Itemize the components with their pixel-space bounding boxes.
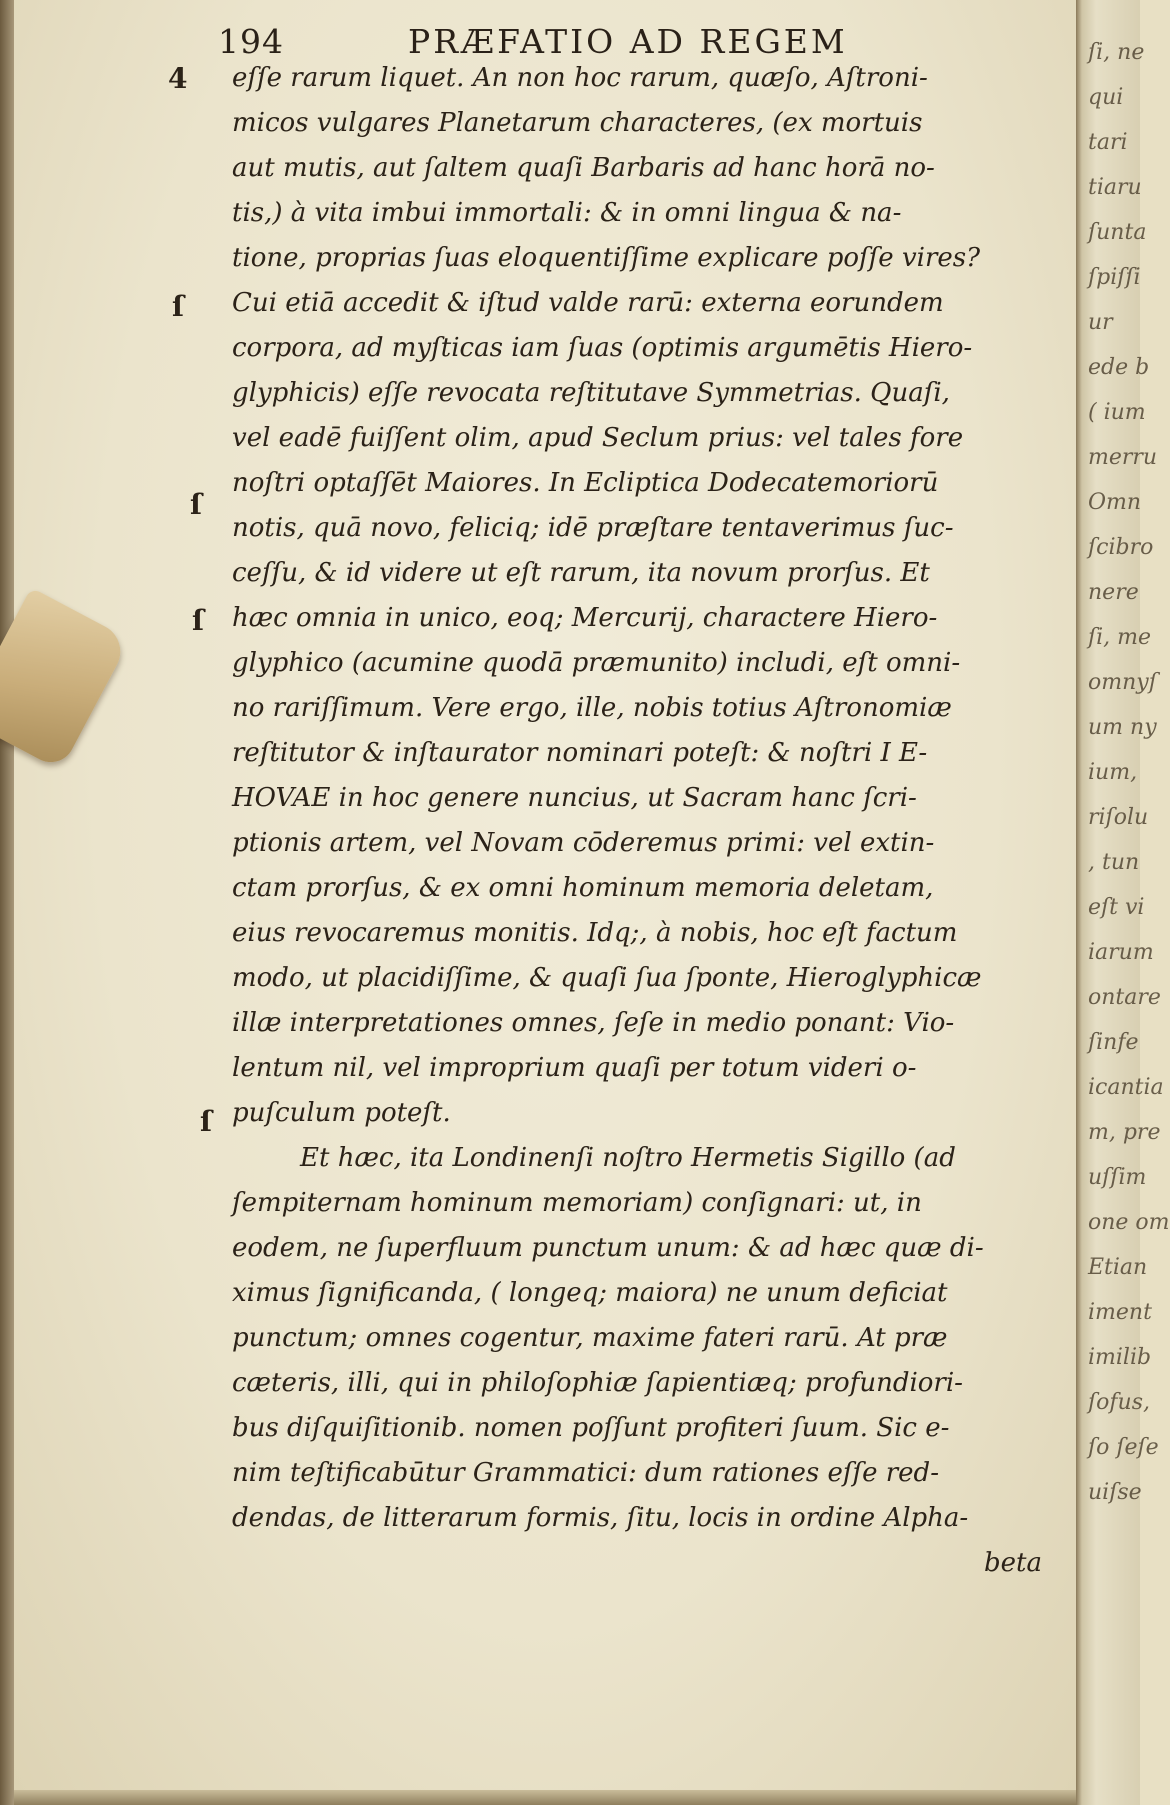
text-line: micos vulgares Planetarum characteres, (ex mortuis (232, 108, 923, 138)
text-line: punctum; omnes cogentur, maxime fateri rarū. At præ (232, 1323, 948, 1353)
text-line: noſtri optaſſēt Maiores. In Ecliptica Dodecatemoriorū (232, 468, 939, 498)
text-line: no rariſſimum. Vere ergo, ille, nobis totius Aſtronomiæ (232, 693, 952, 723)
facing-page-fragment: riſolu (1088, 805, 1149, 830)
margin-marker: ſ (192, 604, 205, 637)
facing-page-fragment: ſunta (1088, 220, 1147, 245)
facing-page-fragment: uſſim (1088, 1165, 1147, 1190)
facing-page-fragment: ſo ſeſe (1088, 1435, 1159, 1460)
facing-page-fragment: Omn (1088, 490, 1142, 515)
facing-page-fragment: omnyſ (1088, 670, 1157, 695)
text-line: tione, proprias ſuas eloquentiſſime explicare poſſe vires? (232, 243, 981, 273)
text-line-paragraph-start: Et hæc, ita Londinenſi noſtro Hermetis Sigillo (ad (300, 1143, 956, 1173)
text-line: cæteris, illi, qui in philoſophiæ ſapientiæq; profundiori- (232, 1368, 963, 1398)
facing-page-fragment: ur (1088, 310, 1113, 335)
facing-page-fragment: iment (1088, 1300, 1152, 1325)
page-bottom-edge (14, 1790, 1076, 1805)
page-number: 194 (218, 22, 284, 61)
text-line: ceſſu, & id videre ut eſt rarum, ita novum prorſus. Et (232, 558, 930, 588)
text-line: hæc omnia in unico, eoq; Mercurij, charactere Hiero- (232, 603, 938, 633)
text-line: ptionis artem, vel Novam cōderemus primi: vel extin- (232, 828, 935, 858)
margin-marker: ſ (190, 488, 203, 521)
facing-page-fragment: ſpiſſi (1088, 265, 1141, 290)
text-line: nim teſtificabūtur Grammatici: dum rationes eſſe red- (232, 1458, 939, 1488)
text-line: Cui etiā accedit & iſtud valde rarū: externa eorundem (232, 288, 944, 318)
facing-page-fragment: one om (1088, 1210, 1170, 1235)
facing-page-fragment: ( ium (1088, 400, 1146, 425)
text-line: eſſe rarum liquet. An non hoc rarum, quæſo, Aſtroni- (232, 63, 928, 93)
text-line: reſtitutor & inſtaurator nominari poteſt: & noſtri I E- (232, 738, 928, 768)
facing-page-fragment: ſi, ne (1088, 40, 1145, 65)
text-line: ximus ſignificanda, ( longeq; maiora) ne unum deficiat (232, 1278, 948, 1308)
facing-page-fragment: ſcibro (1088, 535, 1154, 560)
facing-page-fragment: imilib (1088, 1345, 1152, 1370)
text-line: vel eadē fuiſſent olim, apud Seclum prius: vel tales fore (232, 423, 964, 453)
text-line: puſculum poteſt. (232, 1098, 451, 1128)
text-line: corpora, ad myſticas iam ſuas (optimis argumētis Hiero- (232, 333, 973, 363)
text-line: eodem, ne ſuperfluum punctum unum: & ad hæc quæ di- (232, 1233, 984, 1263)
facing-page-fragment: qui (1088, 85, 1124, 110)
facing-page-fragment: , tun (1088, 850, 1140, 875)
facing-page-fragment: ſinfe (1088, 1030, 1139, 1055)
text-line: dendas, de litterarum formis, ſitu, locis in ordine Alpha- (232, 1503, 969, 1533)
facing-page-fragment: ontare (1088, 985, 1161, 1010)
facing-page-fragment: m, pre (1088, 1120, 1161, 1145)
body-text (232, 56, 1042, 1586)
facing-page-fragment: nere (1088, 580, 1139, 605)
facing-page-fragment: tiaru (1088, 175, 1142, 200)
facing-page-fragment: Etian (1088, 1255, 1148, 1280)
running-head: PRÆFATIO AD REGEM (408, 22, 848, 61)
facing-page-fragment: um ny (1088, 715, 1157, 740)
text-line: eius revocaremus monitis. Idq;, à nobis, hoc eſt factum (232, 918, 958, 948)
facing-page-fragment: icantia (1088, 1075, 1164, 1100)
facing-page-fragment: tari (1088, 130, 1128, 155)
text-line: bus diſquiſitionib. nomen poſſunt profiteri ſuum. Sic e- (232, 1413, 950, 1443)
text-line: ſempiternam hominum memoriam) conſignari: ut, in (232, 1188, 922, 1218)
text-line: tis,) à vita imbui immortali: & in omni lingua & na- (232, 198, 902, 228)
text-line: glyphico (acumine quodā præmunito) includi, eſt omni- (232, 648, 961, 678)
text-line: HOVAE in hoc genere nuncius, ut Sacram hanc ſcri- (232, 783, 917, 813)
binding-edge (0, 0, 14, 1805)
margin-marker: ſ (172, 290, 185, 323)
facing-page-fragment: ſi, me (1088, 625, 1152, 650)
text-line: modo, ut placidiſſime, & quaſi ſua ſponte, Hieroglyphicæ (232, 963, 982, 993)
text-line: aut mutis, aut ſaltem quaſi Barbaris ad hanc horā no- (232, 153, 935, 183)
text-line: notis, quā novo, feliciq; idē præſtare tentaverimus ſuc- (232, 513, 954, 543)
facing-page-fragment: uiſse (1088, 1480, 1142, 1505)
facing-page-fragment: ſofus, (1088, 1390, 1150, 1415)
text-line: ctam prorſus, & ex omni hominum memoria deletam, (232, 873, 934, 903)
facing-page-edge (1076, 0, 1170, 1805)
text-line: lentum nil, vel improprium quaſi per totum videri o- (232, 1053, 917, 1083)
margin-marker: ſ (200, 1105, 213, 1138)
facing-page-fragment: iarum (1088, 940, 1154, 965)
text-line: illæ interpretationes omnes, ſeſe in medio ponant: Vio- (232, 1008, 955, 1038)
catchword: beta (984, 1548, 1042, 1578)
text-line: glyphicis) eſſe revocata reſtitutave Symmetrias. Quaſi, (232, 378, 950, 408)
facing-page-fragment: merru (1088, 445, 1158, 470)
facing-page-fragment: ium, (1088, 760, 1138, 785)
facing-page-fragment: ede b (1088, 355, 1150, 380)
margin-marker: 4 (168, 62, 188, 95)
facing-page-fragment: eſt vi (1088, 895, 1145, 920)
